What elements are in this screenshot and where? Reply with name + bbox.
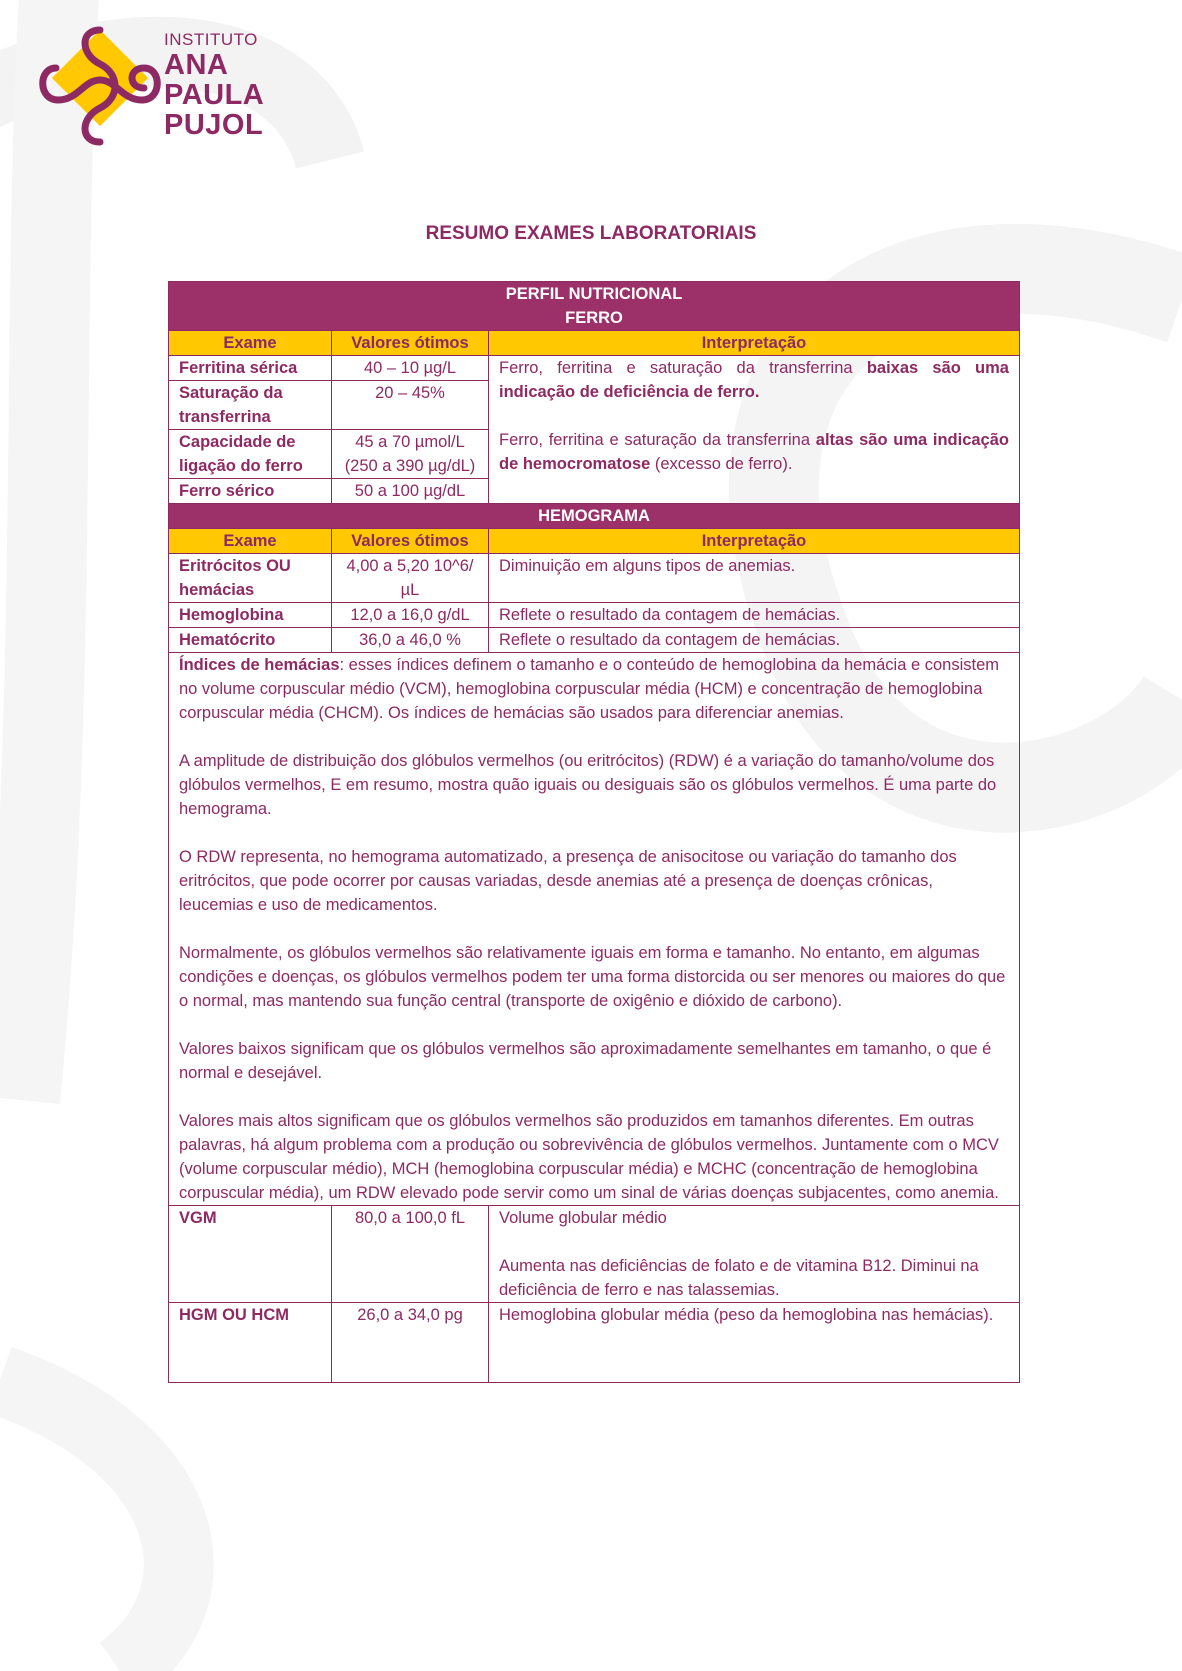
exam-interpretation: Reflete o resultado da contagem de hemácias.	[489, 603, 1020, 628]
exam-name: Eritrócitos OU hemácias	[169, 554, 332, 603]
indices-description	[169, 653, 1020, 1206]
interpretation-low: Ferro, ferritina e saturação da transferrina baixas são uma indicação de deficiência de ferro.	[499, 359, 1009, 401]
exam-interpretation: Diminuição em alguns tipos de anemias.	[489, 554, 1020, 603]
paragraph: Índices de hemácias: esses índices definem o tamanho e o conteúdo de hemoglobina da hemácia e consistem no volume corpuscular médio (VCM), hemoglobina corpuscular média (HCM) e concentração de hemoglobina corpuscular média (CHCM). Os índices de hemácias são usados para diferenciar anemias.	[179, 656, 999, 722]
paragraph: O RDW representa, no hemograma automatizado, a presença de anisocitose ou variação do tamanho dos eritrócitos, que pode ocorrer por causas variadas, desde anemias até a presença de doenças crônicas, leucemias e uso de medicamentos.	[179, 848, 957, 914]
column-header-exame: Exame	[169, 529, 332, 554]
table-row	[169, 554, 1020, 603]
table-row	[169, 628, 1020, 653]
exam-value: 26,0 a 34,0 pg	[332, 1303, 489, 1383]
exam-value: 4,00 a 5,20 10^6/µL	[332, 554, 489, 603]
lab-exams-table	[168, 281, 1020, 1383]
logo-name-line2: PAULA	[164, 79, 265, 111]
table-row	[169, 1206, 1020, 1303]
page-title: RESUMO EXAMES LABORATORIAIS	[425, 223, 757, 244]
hemograma-column-headers	[169, 529, 1020, 554]
exam-interpretation: Volume globular médio Aumenta nas deficiências de folato e de vitamina B12. Diminui na deficiência de ferro e nas talassemias.	[489, 1206, 1020, 1303]
ferro-section-header-row	[169, 282, 1020, 331]
interpretation-high: Ferro, ferritina e saturação da transferrina altas são uma indicação de hemocromatose (excesso de ferro).	[499, 431, 1009, 473]
column-header-interpretacao: Interpretação	[489, 529, 1020, 554]
subsection-title: FERRO	[565, 309, 623, 327]
logo-institute-label: INSTITUTO	[164, 30, 258, 49]
ferro-column-headers	[169, 331, 1020, 356]
section-title: PERFIL NUTRICIONAL	[505, 285, 683, 303]
table-row	[169, 356, 1020, 381]
table-row	[169, 1303, 1020, 1383]
paragraph: A amplitude de distribuição dos glóbulos vermelhos (ou eritrócitos) (RDW) é a variação do tamanho/volume dos glóbulos vermelhos, E em resumo, mostra quão iguais ou desiguais são os glóbulos vermelhos. É uma parte do hemograma.	[179, 752, 997, 818]
exam-name: Hematócrito	[169, 628, 332, 653]
logo	[36, 20, 266, 150]
column-header-interpretacao: Interpretação	[489, 331, 1020, 356]
exam-value: 80,0 a 100,0 fL	[332, 1206, 489, 1303]
exam-interpretation: Hemoglobina globular média (peso da hemoglobina nas hemácias).	[489, 1303, 1020, 1383]
exam-name: VGM	[169, 1206, 332, 1303]
ferro-interpretation	[489, 356, 1020, 504]
hemograma-section-header-row	[169, 504, 1020, 529]
exam-name: Saturação da transferrina	[169, 381, 332, 430]
paragraph: Valores mais altos significam que os glóbulos vermelhos são produzidos em tamanhos diferentes. Em outras palavras, há algum problema com a produção ou sobrevivência de glóbulos vermelhos. Juntamente com o MCV (volume corpuscular médio), MCH (hemoglobina corpuscular média) e MCHC (concentração de hemoglobina corpuscular média), um RDW elevado pode servir como um sinal de várias doenças subjacentes, como anemia.	[179, 1112, 999, 1202]
column-header-valores: Valores ótimos	[332, 331, 489, 356]
exam-value: 12,0 a 16,0 g/dL	[332, 603, 489, 628]
exam-value: 50 a 100 µg/dL	[332, 479, 489, 504]
exam-value: 36,0 a 46,0 %	[332, 628, 489, 653]
paragraph: Normalmente, os glóbulos vermelhos são relativamente iguais em forma e tamanho. No entanto, em algumas condições e doenças, os glóbulos vermelhos podem ter uma forma distorcida ou ser menores ou maiores do que o normal, mas mantendo sua função central (transporte de oxigênio e dióxido de carbono).	[179, 944, 1006, 1010]
indices-text-row	[169, 653, 1020, 1206]
logo-name-line1: ANA	[164, 49, 229, 81]
table-row	[169, 603, 1020, 628]
section-title: HEMOGRAMA	[169, 504, 1020, 529]
logo-name-line3: PUJOL	[164, 109, 264, 141]
column-header-valores: Valores ótimos	[332, 529, 489, 554]
column-header-exame: Exame	[169, 331, 332, 356]
exam-value: 20 – 45%	[332, 381, 489, 430]
logo-emblem-icon	[36, 24, 164, 146]
exam-value: 40 – 10 µg/L	[332, 356, 489, 381]
exam-value: 45 a 70 µmol/L (250 a 390 µg/dL)	[332, 430, 489, 479]
paragraph: Valores baixos significam que os glóbulos vermelhos são aproximadamente semelhantes em tamanho, o que é normal e desejável.	[179, 1040, 992, 1082]
exam-name: Hemoglobina	[169, 603, 332, 628]
exam-name: HGM OU HCM	[169, 1303, 332, 1383]
exam-name: Ferritina sérica	[169, 356, 332, 381]
exam-interpretation: Reflete o resultado da contagem de hemácias.	[489, 628, 1020, 653]
exam-name: Capacidade de ligação do ferro	[169, 430, 332, 479]
exam-name: Ferro sérico	[169, 479, 332, 504]
